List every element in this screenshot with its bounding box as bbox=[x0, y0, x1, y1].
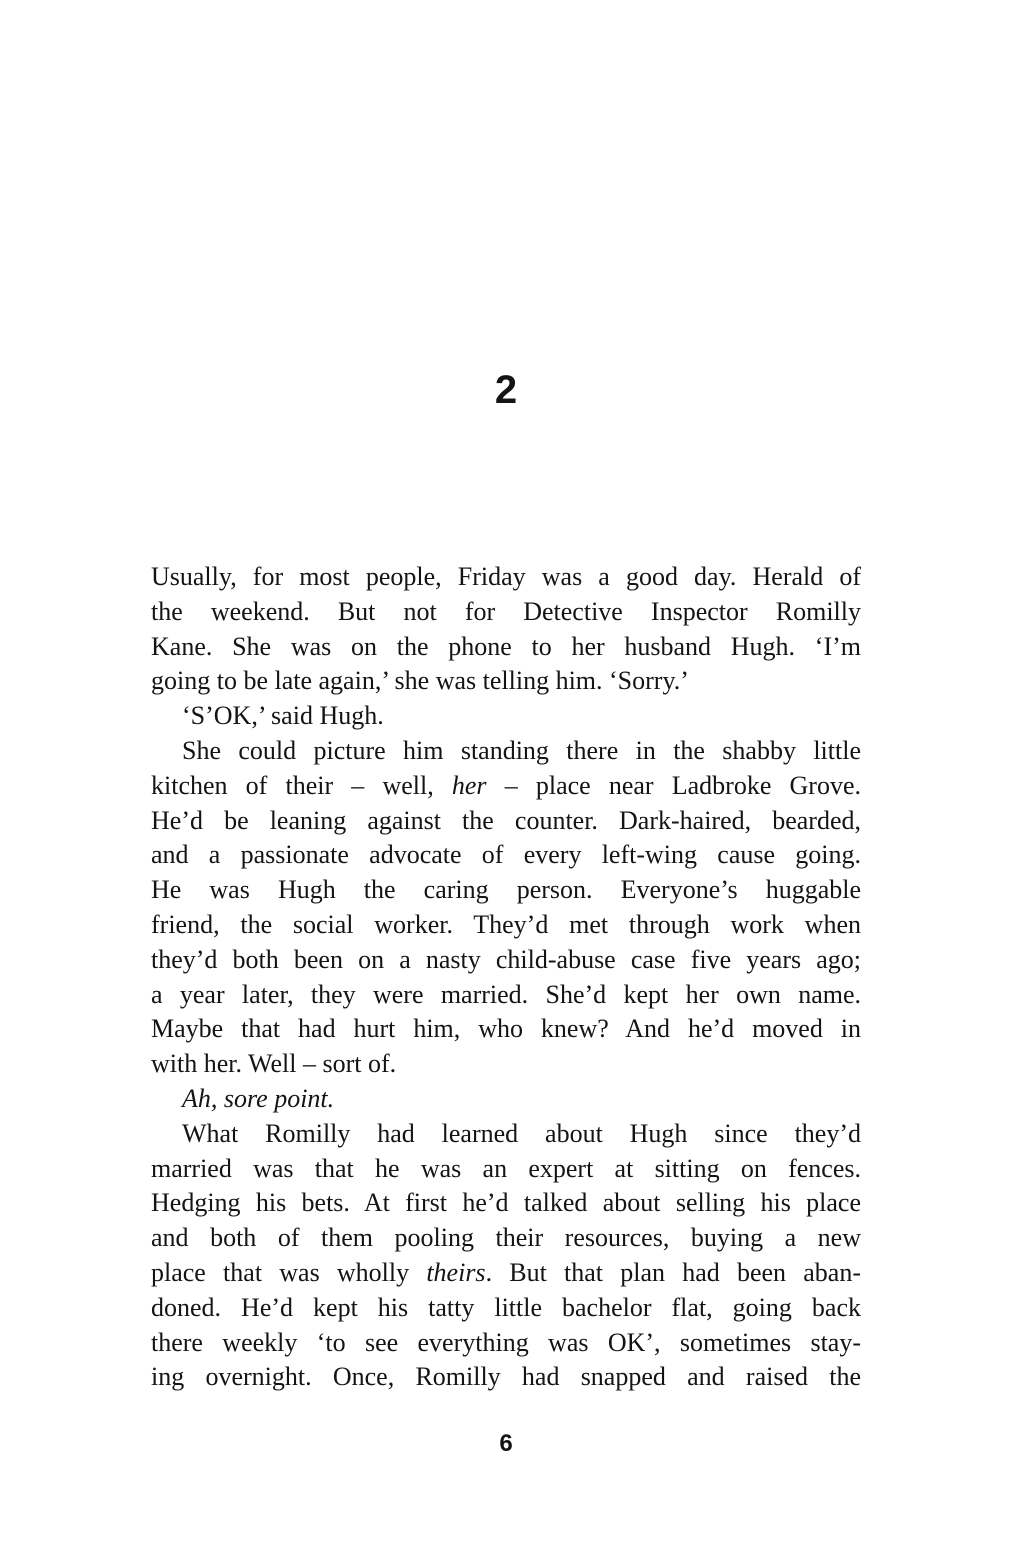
emphasis-run: her bbox=[451, 770, 487, 800]
text-line: doned. He’d kept his tatty little bachelor flat, going back bbox=[151, 1292, 861, 1322]
text-line: Kane. She was on the phone to her husband Hugh. ‘I’m bbox=[151, 631, 861, 661]
text-run: – place near Ladbroke Grove. bbox=[486, 770, 861, 800]
body-text bbox=[151, 560, 861, 1395]
text-run: kitchen of their – well, bbox=[151, 770, 452, 800]
chapter-number: 2 bbox=[494, 368, 518, 412]
text-line: they’d both been on a nasty child-abuse case five years ago; bbox=[151, 944, 861, 974]
text-line: She could picture him standing there in the shabby little bbox=[182, 735, 861, 765]
text-line: What Romilly had learned about Hugh since they’d bbox=[182, 1118, 861, 1148]
emphasis-run: Ah, sore point. bbox=[182, 1083, 335, 1113]
text-line: ‘S’OK,’ said Hugh. bbox=[182, 701, 384, 731]
text-line bbox=[151, 1256, 861, 1291]
text-run: place that was wholly bbox=[151, 1257, 427, 1287]
text-line: there weekly ‘to see everything was OK’, sometimes stay- bbox=[151, 1327, 861, 1357]
text-line: He was Hugh the caring person. Everyone’s huggable bbox=[151, 875, 861, 905]
text-line: and a passionate advocate of every left-wing cause going. bbox=[151, 840, 861, 870]
text-line: and both of them pooling their resources, buying a new bbox=[151, 1223, 861, 1253]
text-line bbox=[151, 1082, 861, 1117]
text-line: the weekend. But not for Detective Inspector Romilly bbox=[151, 596, 861, 626]
text-line: Maybe that had hurt him, who knew? And he’d moved in bbox=[151, 1014, 861, 1044]
page-number: 6 bbox=[499, 1430, 513, 1457]
text-line: going to be late again,’ she was telling him. ‘Sorry.’ bbox=[151, 666, 689, 696]
text-run: . But that plan had been aban- bbox=[485, 1257, 861, 1287]
text-line: with her. Well – sort of. bbox=[151, 1049, 397, 1079]
text-line: ing overnight. Once, Romilly had snapped and raised the bbox=[151, 1362, 861, 1392]
text-line: married was that he was an expert at sitting on fences. bbox=[151, 1153, 861, 1183]
text-line: Hedging his bets. At first he’d talked about selling his place bbox=[151, 1188, 861, 1218]
text-line: Usually, for most people, Friday was a good day. Herald of bbox=[151, 562, 861, 591]
emphasis-run: theirs bbox=[426, 1257, 486, 1287]
text-line: friend, the social worker. They’d met through work when bbox=[151, 909, 861, 939]
text-line bbox=[151, 769, 861, 804]
text-line: a year later, they were married. She’d kept her own name. bbox=[151, 979, 861, 1009]
text-line: He’d be leaning against the counter. Dark-haired, bearded, bbox=[151, 805, 861, 835]
